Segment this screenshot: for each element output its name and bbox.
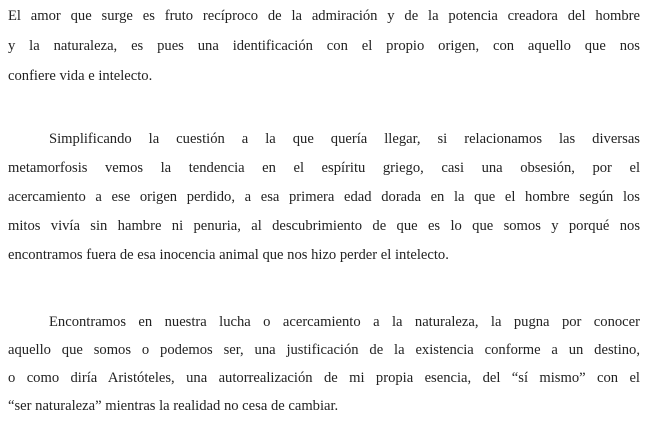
paragraph-line: o como diría Aristóteles, una autorrealización de mi propia esencia, del “sí mismo” con el bbox=[8, 370, 640, 386]
paragraph-line: metamorfosis vemos la tendencia en el espíritu griego, casi una obsesión, por el bbox=[8, 160, 640, 176]
paragraph-line: Simplificando la cuestión a la que quería llegar, si relacionamos las diversas bbox=[49, 131, 640, 147]
paragraph-line: encontramos fuera de esa inocencia animal que nos hizo perder el intelecto. bbox=[8, 247, 449, 263]
paragraph-line: y la naturaleza, es pues una identificación con el propio origen, con aquello que nos bbox=[8, 38, 640, 54]
paragraph-line: Encontramos en nuestra lucha o acercamiento a la naturaleza, la pugna por conocer bbox=[49, 314, 640, 330]
paragraph-line: El amor que surge es fruto recíproco de la admiración y de la potencia creadora del hombre bbox=[8, 8, 640, 24]
paragraph-line: acercamiento a ese origen perdido, a esa primera edad dorada en la que el hombre según los bbox=[8, 189, 640, 205]
paragraph-line: mitos vivía sin hambre ni penuria, al descubrimiento de que es lo que somos y porqué nos bbox=[8, 218, 640, 234]
paragraph-line: “ser naturaleza” mientras la realidad no cesa de cambiar. bbox=[8, 398, 339, 414]
paragraph-line: confiere vida e intelecto. bbox=[8, 68, 153, 84]
paragraph-line: aquello que somos o podemos ser, una justificación de la existencia conforme a un destino, bbox=[8, 342, 640, 358]
